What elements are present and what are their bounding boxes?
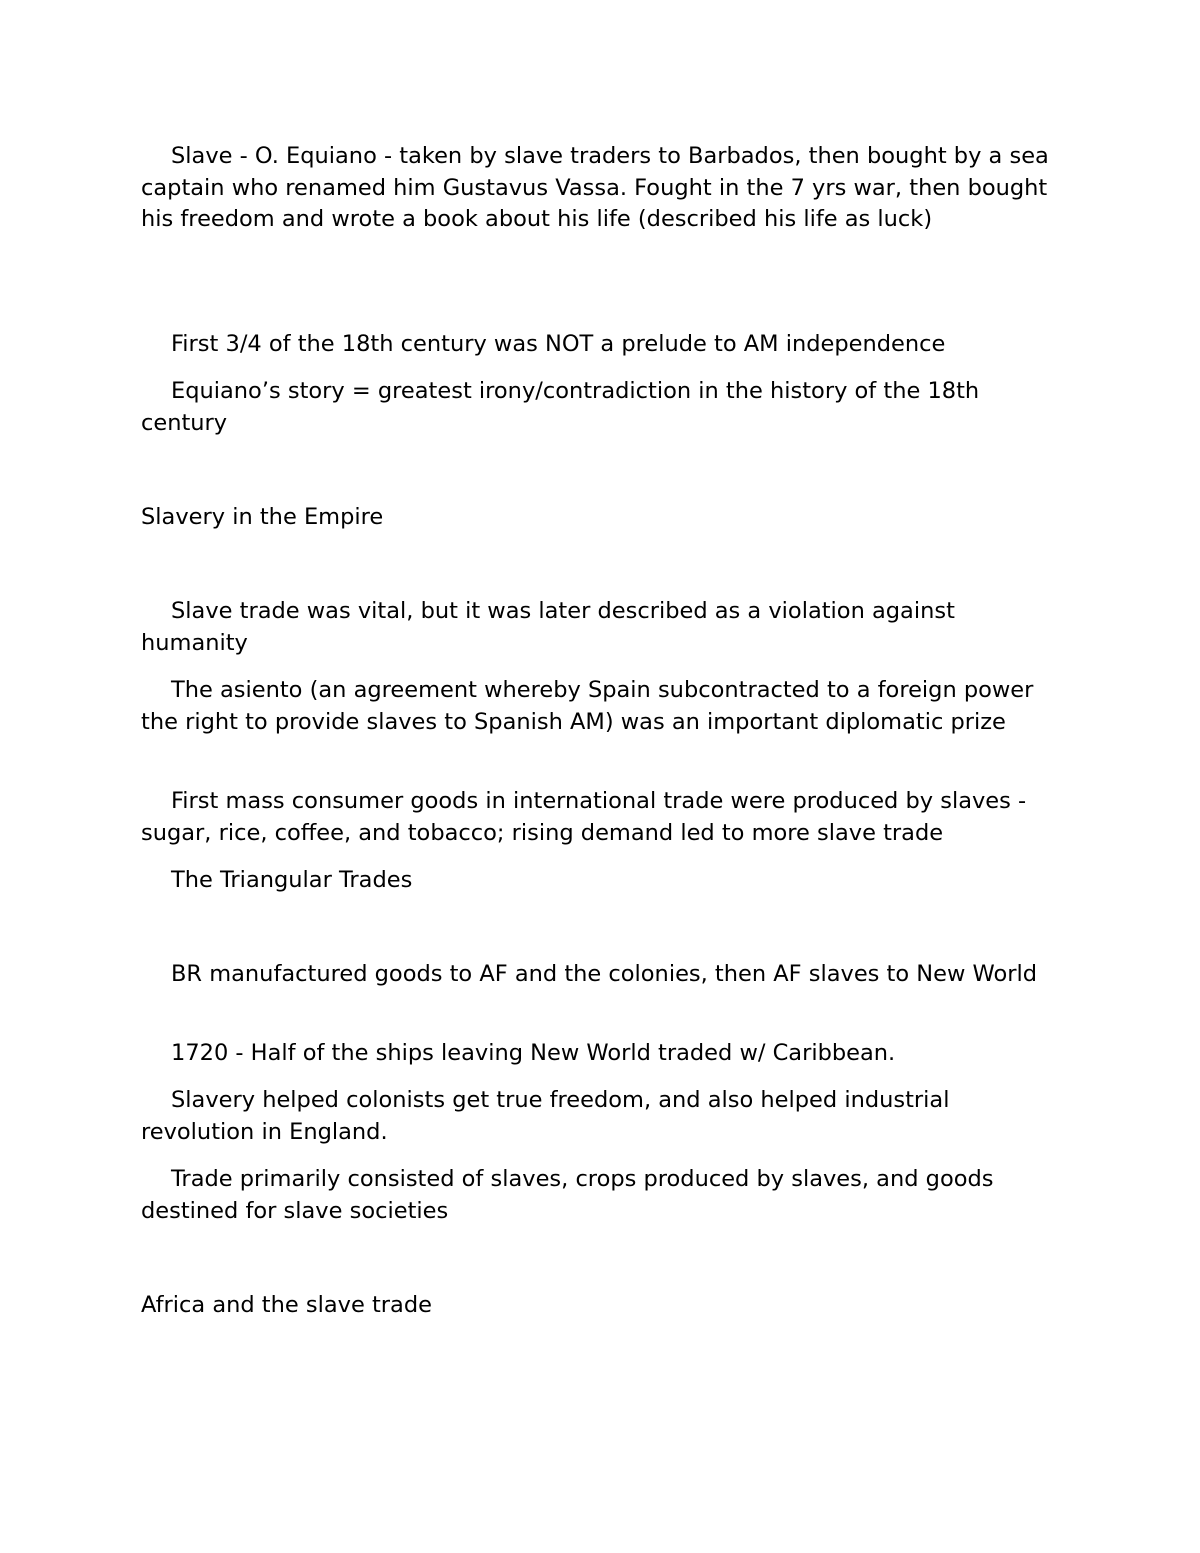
paragraph-equiano-story: Equiano’s story = greatest irony/contradiction in the history of the 18th century [141, 378, 980, 436]
paragraph-trade-consisted: Trade primarily consisted of slaves, crops produced by slaves, and goods destined for slave societies [141, 1166, 994, 1224]
section-heading-slavery-in-empire: Slavery in the Empire [141, 504, 384, 530]
paragraph-first-three-quarters: First 3/4 of the 18th century was NOT a prelude to AM independence [171, 331, 946, 357]
paragraph-triangular-trades: The Triangular Trades [171, 867, 413, 893]
paragraph-slavery-helped-colonists: Slavery helped colonists get true freedom, and also helped industrial revolution in England. [141, 1087, 950, 1145]
section-heading-africa-slave-trade: Africa and the slave trade [141, 1292, 432, 1318]
paragraph-1720-ships: 1720 - Half of the ships leaving New World traded w/ Caribbean. [171, 1040, 896, 1066]
paragraph-slave-trade-vital: Slave trade was vital, but it was later described as a violation against humanity [141, 598, 955, 656]
paragraph-equiano-intro: Slave - O. Equiano - taken by slave traders to Barbados, then bought by a sea captain who renamed him Gustavus Vassa. Fought in the 7 yrs war, then bought his freedom and wrote a book about his life (described his life as luck) [141, 143, 1049, 232]
paragraph-br-manufactured-goods: BR manufactured goods to AF and the colonies, then AF slaves to New World [171, 961, 1037, 987]
paragraph-asiento: The asiento (an agreement whereby Spain subcontracted to a foreign power the right to provide slaves to Spanish AM) was an important diplomatic prize [141, 677, 1034, 735]
paragraph-mass-consumer-goods: First mass consumer goods in international trade were produced by slaves - sugar, rice, coffee, and tobacco; rising demand led to more slave trade [141, 788, 1027, 846]
